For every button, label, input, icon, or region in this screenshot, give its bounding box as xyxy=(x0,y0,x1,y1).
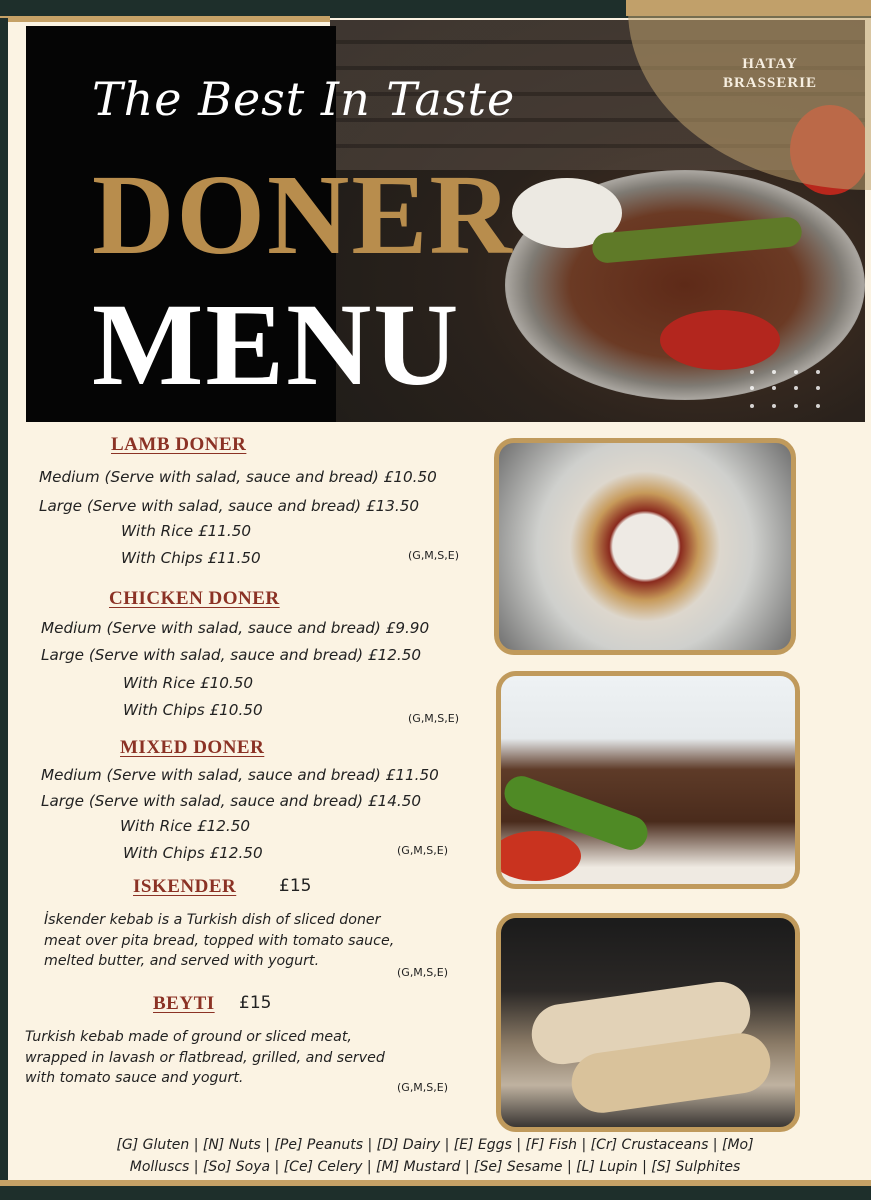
iskender-allergens: (G,M,S,E) xyxy=(397,966,449,979)
top-gold-line xyxy=(0,16,330,22)
allergen-legend-line1: [G] Gluten | [N] Nuts | [Pe] Peanuts | [D] Dairy | [E] Eggs | [F] Fish | [Cr] Crustaceans | [Mo] xyxy=(116,1137,754,1153)
beyti-desc-line2: wrapped in lavash or flatbread, grilled, and served xyxy=(25,1049,385,1066)
iskender-desc-line1: İskender kebab is a Turkish dish of sliced doner xyxy=(44,912,381,928)
mixed-large-line: Large (Serve with salad, sauce and bread) £14.50 xyxy=(41,792,422,810)
lamb-medium-line: Medium (Serve with salad, sauce and bread) £10.50 xyxy=(39,468,437,486)
chicken-large-line: Large (Serve with salad, sauce and bread) £12.50 xyxy=(41,646,422,664)
lamb-chips-line: With Chips £11.50 xyxy=(121,549,261,567)
title-menu: MENU xyxy=(92,279,461,410)
tagline: The Best In Taste xyxy=(92,72,516,126)
lamb-rice-line: With Rice £11.50 xyxy=(121,522,252,540)
brand-line1: HATAY xyxy=(742,56,798,72)
iskender-plate-photo xyxy=(494,438,796,655)
chicken-chips-line: With Chips £10.50 xyxy=(123,701,263,719)
lamb-doner-heading: LAMB DONER xyxy=(111,434,247,455)
mixed-doner-heading: MIXED DONER xyxy=(120,737,265,758)
doner-meat-photo xyxy=(496,671,800,889)
beyti-heading: BEYTI xyxy=(153,993,215,1014)
mixed-chips-line: With Chips £12.50 xyxy=(123,844,263,862)
brand-line2: BRASSERIE xyxy=(722,75,818,91)
lamb-large-line: Large (Serve with salad, sauce and bread) £13.50 xyxy=(39,497,420,515)
beyti-price: £15 xyxy=(239,993,272,1013)
iskender-desc-line3: melted butter, and served with yogurt. xyxy=(44,953,320,969)
allergen-legend-line2: Molluscs | [So] Soya | [Ce] Celery | [M] Mustard | [Se] Sesame | [L] Lupin | [S] Sulphites xyxy=(129,1159,741,1175)
chicken-rice-line: With Rice £10.50 xyxy=(123,674,254,692)
mixed-medium-line: Medium (Serve with salad, sauce and bread) £11.50 xyxy=(41,766,439,784)
iskender-desc-line2: meat over pita bread, topped with tomato sauce, xyxy=(44,932,395,949)
mixed-allergens: (G,M,S,E) xyxy=(397,844,449,857)
chicken-doner-heading: CHICKEN DONER xyxy=(109,588,280,609)
lamb-allergens: (G,M,S,E) xyxy=(408,549,460,562)
beyti-desc-line1: Turkish kebab made of ground or sliced meat, xyxy=(25,1029,352,1045)
left-border xyxy=(0,18,8,1180)
beyti-desc-line3: with tomato sauce and yogurt. xyxy=(25,1070,244,1086)
beyti-description xyxy=(25,1027,475,1089)
beyti-allergens: (G,M,S,E) xyxy=(397,1081,449,1094)
brand-logo xyxy=(705,55,835,93)
chicken-medium-line: Medium (Serve with salad, sauce and bread) £9.90 xyxy=(41,619,430,637)
iskender-description xyxy=(44,910,484,972)
chicken-allergens: (G,M,S,E) xyxy=(408,712,460,725)
tomato-slice-image xyxy=(660,310,780,370)
title-doner: DONER xyxy=(92,151,514,278)
decorative-dots xyxy=(750,362,830,412)
iskender-heading: ISKENDER xyxy=(133,876,237,897)
bottom-bar xyxy=(0,1186,871,1200)
tomato-image xyxy=(496,831,581,881)
iskender-price: £15 xyxy=(279,876,312,896)
wrap-photo xyxy=(496,913,800,1132)
mixed-rice-line: With Rice £12.50 xyxy=(120,817,251,835)
